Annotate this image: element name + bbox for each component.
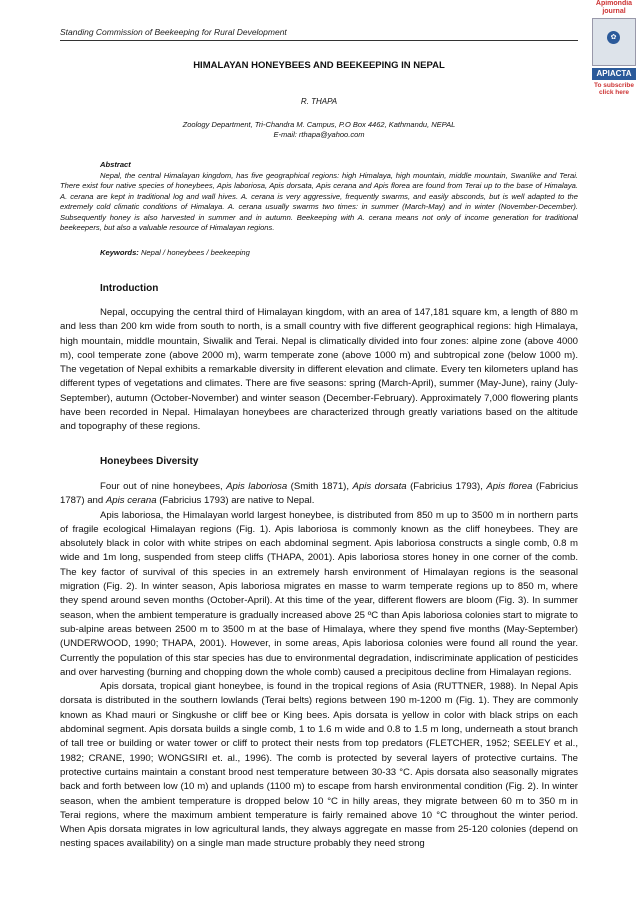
- introduction-body: [60, 306, 578, 435]
- text-run: (Smith 1871),: [287, 481, 353, 492]
- affiliation-line: Zoology Department, Tri-Chandra M. Campus, P.O Box 4462, Kathmandu, NEPAL: [182, 120, 456, 129]
- author-affiliation: [0, 120, 638, 140]
- abstract-heading: Abstract: [100, 160, 131, 169]
- text-run: Four out of nine honeybees,: [100, 481, 227, 492]
- logo-image: [592, 18, 636, 66]
- introduction-paragraph: Nepal, occupying the central third of Himalayan kingdom, with an area of 147,181 square km, a length of 880 m and less than 200 km wide from south to north, is a small country with five different geographical regions: high Himalaya, high mountain, middle mountain, Siwalik and Terai. Nepal is climatically divided into four zones: alpine zone (above 4000 m), cool temperate zone (above 2000 m), warm temperate zone (above 1000 m) and subtropical zone (below 1000 m). The vegetation of Nepal exhibits a remarkable diversity in different elevation and climate. Every ten kilometers upland has different types of vegetations and climates. There are five seasons: spring (March-April), summer (May-June), rainy (July-September), autumn (October-November) and winter season (December-February). Approximately 7,000 flowering plants have been recorded in Nepal. Himalayan honeybees are characterized through greatly variations based on the altitude and topography of these regions.: [60, 307, 578, 433]
- keywords-label: Keywords:: [100, 248, 139, 257]
- abstract: [60, 160, 578, 234]
- header-rule: [60, 40, 578, 41]
- introduction-heading: Introduction: [100, 283, 159, 294]
- bee-seal-icon: ✿: [607, 31, 620, 44]
- text-run: (Fabricius 1787) and: [60, 481, 579, 507]
- paper-title: HIMALAYAN HONEYBEES AND BEEKEEPING IN NEPAL: [193, 60, 445, 71]
- species-name: Apis cerana: [105, 495, 157, 507]
- diversity-paragraph-1: [60, 480, 578, 509]
- subscribe-link[interactable]: To subscribe click here: [594, 82, 634, 96]
- species-name: Apis dorsata: [352, 481, 407, 492]
- logo-band-text: APIACTA: [592, 68, 636, 80]
- keywords-value: Nepal / honeybees / beekeeping: [140, 248, 250, 257]
- text-run: (Fabricius 1793) are native to Nepal.: [156, 495, 315, 507]
- paper-author: R. THAPA: [300, 97, 338, 106]
- affiliation-email: E-mail: rthapa@yahoo.com: [273, 130, 365, 139]
- abstract-body: Nepal, the central Himalayan kingdom, has five geographical regions: high Himalaya, high mountain, middle mountain, Swanlike and Terai. There exist four native species of honeybees, Apis laboriosa, Apis dorsata, Apis cerana and Apis florea are found from Terai up to the base of Himalaya. A. cerana are kept in traditional log and wall hives. A. cerana is very aggressive, frequently swarms, and easily absconds, but is well adapted to the extremely cold climatic conditions of Himalaya. A. cerana usually swarms two times: in summer (March-May) and in winter (November-December). Subsequently honey is also harvested in summer and in autumn. Beekeeping with A. cerana means not only of income generation for traditional beekeepers, but also a valuable resource of Himalayan regions.: [60, 170, 578, 232]
- diversity-heading: Honeybees Diversity: [100, 456, 199, 467]
- species-name: Apis laboriosa: [226, 481, 288, 492]
- diversity-paragraph-2: Apis laboriosa, the Himalayan world largest honeybee, is distributed from 850 m up to 3500 m in northern parts of fragile ecological Himalayan regions (Fig. 1). Apis laboriosa is commonly known as the cliff honeybees. They are absolutely black in color with white stripes on each abdominal segment. Apis laboriosa constructs a single comb, 0.8 m wide and 1m long, suspended from steep cliffs (THAPA, 2001). Apis laboriosa stores honey in one corner of the comb. The key factor of survival of this species in an extremely harsh environment of Himalayan regions is the seasonal migration (Fig. 2). In winter season, Apis laboriosa migrates en masse to warm temperate regions up to 850 m, where they spend around seven months (October-April). At this time of the year, different flowers are bloom (Fig. 3). In summer season, when the ambient temperature is gradually increased above 25 ºC than Apis laboriosa colonies start to migrate to sub-alpine areas between 2500 m to 3500 m at the base of Himalaya, where they spend five months (May-September) (UNDERWOOD, 1990; THAPA, 2001). However, in some areas, Apis laboriosa colonies were found all round the year. Currently the population of this star species has due to environmental degradation, indiscriminate application of pesticides and over harvesting (burning and chopping down the whole comb) caused a precipitous decline from Himalayan regions.: [60, 509, 578, 678]
- species-name: Apis florea: [486, 481, 533, 492]
- running-header: [60, 27, 580, 41]
- diversity-paragraph-3: Apis dorsata, tropical giant honeybee, is found in the tropical regions of Asia (RUTTNER, 1988). In Nepal Apis dorsata is distributed in the southern lowlands (Terai belts) regions between 190 m-1200 m (Fig. 1). They are commonly known as Khad mauri or Singkushe or cliff bee or King bees. Apis dorsata is yellow in color with black strips on each abdominal segment. Apis dorsata builds a single comb, 1 to 1.6 m wide and 0.8 to 1.5 m long, underneath a stout branch of tall tree or building or water tower or cliff to protect their nests from top predators (FLETCHER, 1952; SEELEY et al., 1982; CRANE, 1990; WONGSIRI et. al., 1996). The comb is protected by several layers of protective curtains. The protective curtains maintain a constant brood nest temperature between 30-33 °C. Apis dorsata also seasonally migrates back and forth between low (10 m) and uplands (1100 m) to escape from harsh environmental condition (Fig. 2). In winter season, when the ambient temperature is dropped below 10 °C in hilly areas, they migrate between 60 m to 350 m in Terai regions, where the maximum ambient temperature is fairly remained above 10 °C throughout the winter period. When Apis dorsata migrates in low agricultural lands, they always aggregate en masse from 25-120 colonies (depend on nesting spaces availability) on a single man made structure probably they need strong: [60, 681, 578, 850]
- apiacta-subscribe-logo[interactable]: [590, 0, 638, 96]
- logo-top-text: Apimondia journal: [595, 0, 633, 15]
- keywords: [100, 248, 250, 257]
- text-run: (Fabricius 1793),: [406, 481, 487, 492]
- diversity-body: [60, 480, 578, 852]
- header-text: Standing Commission of Beekeeping for Rural Development: [60, 27, 287, 37]
